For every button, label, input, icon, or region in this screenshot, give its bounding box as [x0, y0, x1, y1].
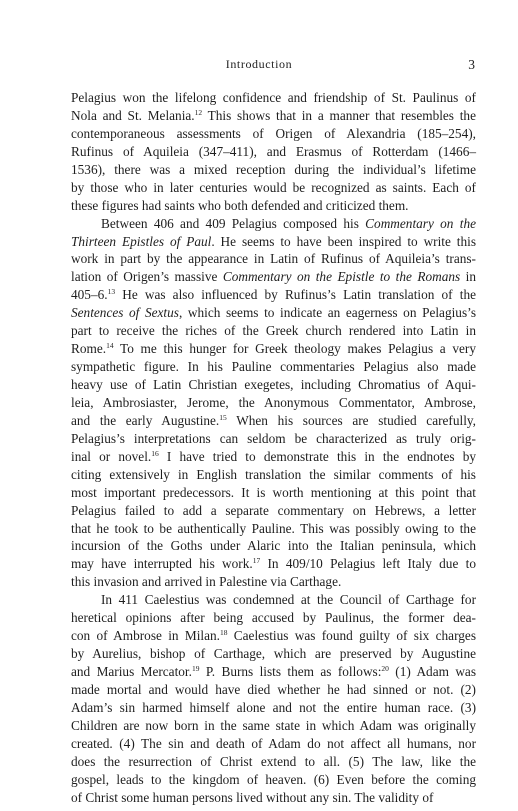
text-line: con of Ambrose in Milan.$^{18}$ Caelestius was found guilty of six charges [71, 628, 476, 644]
text-line: Nola and St. Melania.$^{12}$ This shows that in a manner that resembles the [71, 107, 476, 123]
text-line: Rufinus of Aquileia (347–411), and Erasmus of Rotterdam (1466– [71, 143, 476, 159]
text-line: these figures had saints who both defended and criticized them. [71, 197, 409, 213]
text-line: by those who in later centuries would be recognized as saints. Each of [71, 179, 476, 195]
body-text [71, 89, 476, 807]
page-number: 3 [468, 57, 475, 72]
text-line: Pelagius won the lifelong confidence and friendship of St. Paulinus of [71, 90, 476, 105]
text-line: heretical opinions after being accused by Paulinus, the former dea- [71, 610, 476, 626]
chapter-title: Introduction [225, 57, 293, 71]
text-line: and the early Augustine.$^{15}$ When his sources are studied carefully, [71, 412, 476, 428]
text-line: sympathetic figure. In his Pauline commentaries Pelagius also made [71, 359, 476, 375]
running-head [0, 57, 518, 77]
text-line: gospel, leads to the kingdom of heaven. (6) Even before the coming [71, 771, 476, 787]
text-line: In 411 Caelestius was condemned at the Council of Carthage for [101, 592, 476, 608]
text-line: heavy use of Latin Christian exegetes, including Chromatius of Aqui- [71, 377, 476, 392]
text-line: Rome.$^{14}$ To me this hunger for Greek theology makes Pelagius a very [71, 341, 476, 357]
text-line: work in part by the appearance in Latin of Rufinus of Aquileia’s trans- [71, 251, 476, 267]
text-line: created. (4) The sin and death of Adam do not affect all humans, nor [71, 735, 476, 751]
text-line: and Marius Mercator.$^{19}$ P. Burns lists them as follows:$^{20}$ (1) Adam was [71, 664, 477, 679]
text-line: 1536), there was a mixed reception during the individual’s lifetime [71, 161, 476, 177]
text-line: citing extensively in English translation the similar comments of his [71, 466, 476, 482]
text-line: Pelagius failed to add a separate commentary on Hebrews, a letter [71, 502, 476, 518]
text-line: Thirteen Epistles of Paul. He seems to have been inspired to write this [71, 233, 477, 249]
text-line: most important predecessors. It is worth mentioning at this point that [71, 484, 476, 500]
text-line: part to receive the riches of the Greek church rendered into Latin in [71, 323, 476, 339]
text-line: by Aurelius, bishop of Carthage, which are preserved by Augustine [71, 646, 476, 662]
text-line: contemporaneous assessments of Origen of Alexandria (185–254), [71, 125, 476, 141]
text-line: Children are now born in the same state in which Adam was originally [71, 717, 476, 733]
text-line: of Christ some human persons lived without any sin. The validity of [71, 789, 434, 805]
text-line: incursion of the Goths under Alaric into the Italian peninsula, which [71, 538, 476, 554]
text-line: 405–6.13 He was also influenced by Rufinus’s Latin translation of the [71, 287, 476, 303]
text-line: Adam’s sin harmed himself alone and not the entire human race. (3) [71, 699, 476, 715]
text-line: this invasion and arrived in Palestine via Carthage. [71, 574, 342, 590]
text-line: leia, Ambrosiaster, Jerome, the Anonymous Commentator, Ambrose, [71, 394, 476, 410]
text-line: Between 406 and 409 Pelagius composed his Commentary on the [101, 215, 476, 231]
text-line: Sentences of Sextus, which seems to indicate an eagerness on Pelagius’s [71, 305, 476, 321]
text-line: that he took to be authentically Pauline. This was possibly owing to the [71, 520, 476, 536]
text-line: inal or novel.$^{16}$ I have tried to demonstrate this in the endnotes by [71, 448, 477, 464]
text-line: does the resurrection of Christ extend to all. (5) The law, like the [71, 753, 476, 769]
text-line: may have interrupted his work.$^{17}$ In 409/10 Pelagius left Italy due to [71, 556, 477, 572]
text-line: Pelagius’s interpretations can seldom be characterized as truly orig- [71, 430, 476, 446]
text-line: lation of Origen’s massive Commentary on the Epistle to the Romans in [71, 269, 476, 285]
text-line: made mortal and would have died whether he had sinned or not. (2) [71, 681, 476, 697]
